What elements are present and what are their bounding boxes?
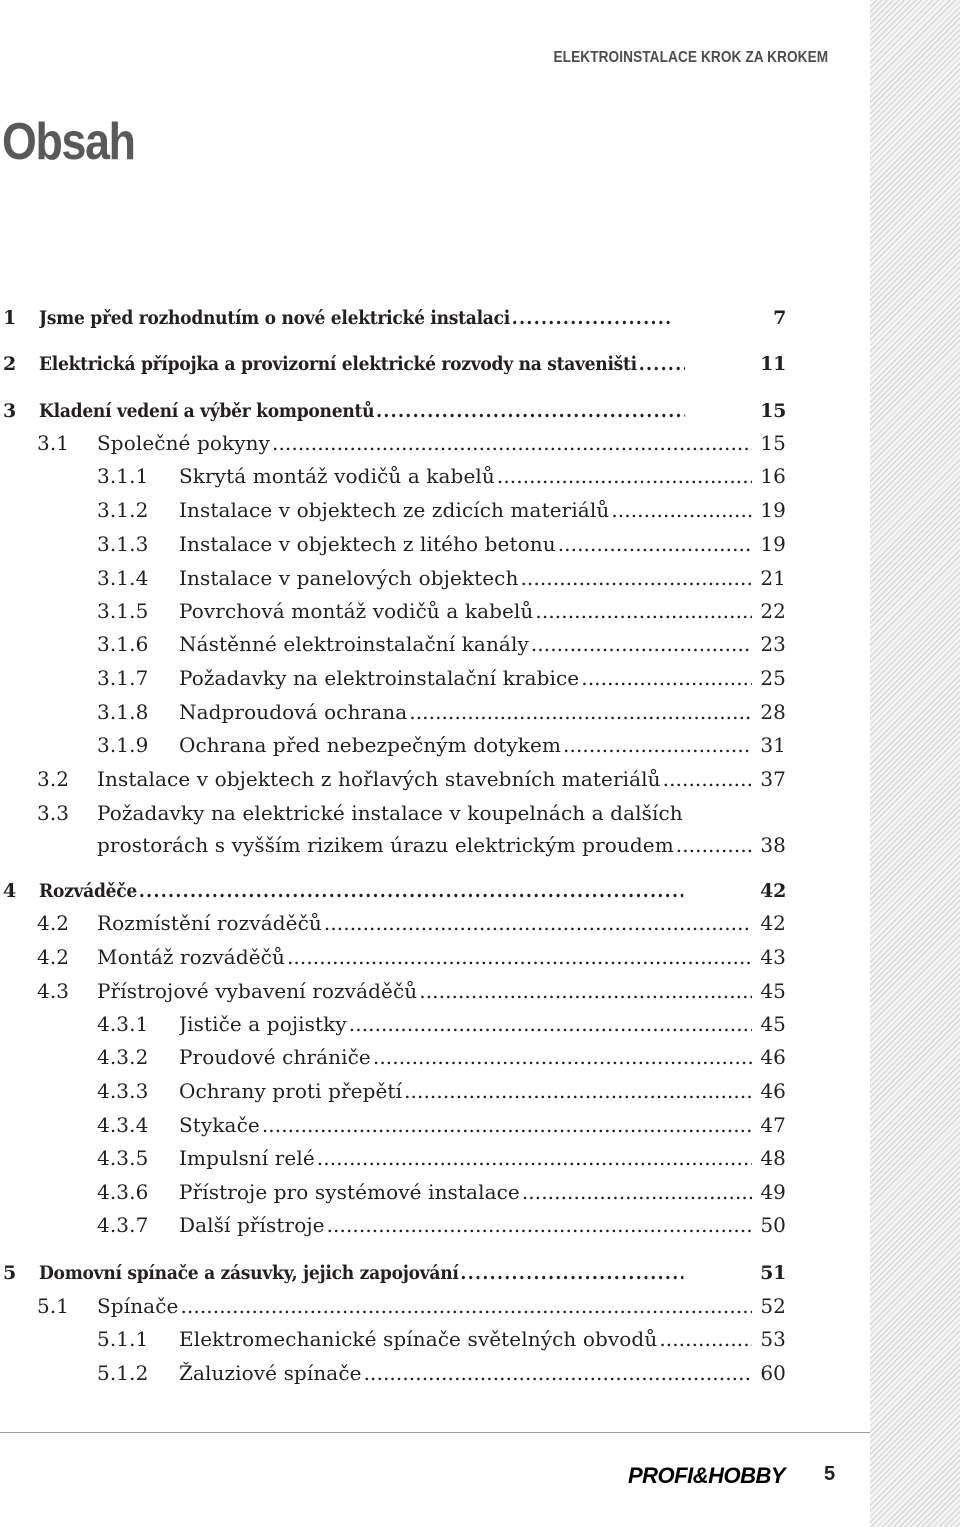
leader-dots (272, 428, 752, 458)
toc-entry-number: 3 (3, 400, 16, 422)
toc-entry-page: 21 (760, 566, 786, 590)
toc-entry-page: 22 (760, 599, 786, 623)
toc-entry-number: 3.2 (37, 767, 70, 791)
toc-entry-number: 4.3.7 (97, 1213, 149, 1237)
leader-dots (364, 1358, 752, 1388)
brand-logo (628, 1463, 785, 1489)
toc-entry-page: 50 (760, 1213, 786, 1237)
toc-entry-title-line2: prostorách s vyšším rizikem úrazu elektrickým proudem (97, 833, 674, 857)
leader-dots (563, 730, 752, 760)
toc-entry-title: Požadavky na elektroinstalační krabice (179, 666, 580, 690)
leader-dots (460, 1258, 683, 1288)
toc-entry-number: 4.2 (37, 911, 70, 935)
leader-dots (639, 349, 686, 379)
leader-dots (317, 1143, 752, 1173)
toc-entry-title: Instalace v objektech z hořlavých stavebních materiálů (97, 767, 661, 791)
toc-entry-page: 46 (760, 1045, 786, 1069)
leader-dots (663, 764, 752, 794)
toc-entry-page: 19 (760, 532, 786, 556)
toc-entry-number: 4.3 (37, 979, 70, 1003)
toc-entry-title: Další přístroje (179, 1213, 325, 1237)
toc-entry-subsection[interactable] (0, 629, 786, 659)
toc-entry-number: 3.1.8 (97, 700, 149, 724)
leader-dots (535, 596, 752, 626)
toc-entry-number: 2 (3, 353, 16, 375)
brand-logo-part2: HOBBY (708, 1463, 786, 1488)
toc-entry-page: 15 (760, 400, 786, 422)
toc-entry-number: 3.1.1 (97, 464, 149, 488)
toc-entry-page: 46 (760, 1079, 786, 1103)
toc-entry-page: 43 (760, 945, 786, 969)
toc-entry-title: Ochrany proti přepětí (179, 1079, 403, 1103)
toc-entry-chapter-1[interactable] (0, 303, 786, 333)
toc-entry-title: Stykače (179, 1113, 260, 1137)
toc-entry-title: Rozváděče (39, 880, 138, 902)
toc-entry-page: 49 (760, 1180, 786, 1204)
toc-entry-page: 16 (760, 464, 786, 488)
leader-dots (262, 1110, 752, 1140)
toc-entry-number: 5.1 (37, 1294, 70, 1318)
toc-entry-number: 5.1.2 (97, 1361, 149, 1385)
leader-dots (497, 461, 752, 491)
toc-entry-section[interactable] (0, 764, 786, 794)
leader-dots (522, 1177, 752, 1207)
toc-entry-number: 3.1.4 (97, 566, 149, 590)
toc-entry-page: 15 (760, 431, 786, 455)
toc-entry-page: 60 (760, 1361, 786, 1385)
toc-entry-number: 3.1.9 (97, 733, 149, 757)
toc-entry-subsection[interactable] (0, 1110, 786, 1140)
toc-entry-page: 53 (760, 1327, 786, 1351)
leader-dots (139, 876, 684, 906)
toc-entry-title: Rozmístění rozváděčů (97, 911, 322, 935)
toc-entry-number: 3.1.6 (97, 632, 149, 656)
toc-entry-subsection[interactable] (0, 1042, 786, 1072)
toc-entry-page: 31 (760, 733, 786, 757)
brand-logo-part1: PROFI (628, 1463, 693, 1488)
toc-entry-number: 4.3.5 (97, 1146, 149, 1170)
toc-entry-section[interactable] (0, 908, 786, 938)
toc-entry-subsection[interactable] (0, 663, 786, 693)
toc-entry-section[interactable] (0, 942, 786, 972)
leader-dots (404, 1076, 752, 1106)
toc-entry-title: Přístroje pro systémové instalace (179, 1180, 520, 1204)
toc-entry-number: 4.3.4 (97, 1113, 149, 1137)
leader-dots (376, 396, 685, 426)
toc-entry-number: 4.3.3 (97, 1079, 149, 1103)
toc-entry-number: 1 (3, 307, 16, 329)
toc-entry-title: Ochrana před nebezpečným dotykem (179, 733, 562, 757)
toc-entry-number: 4.3.1 (97, 1012, 149, 1036)
toc-entry-page: 38 (760, 833, 786, 857)
toc-entry-page: 25 (760, 666, 786, 690)
toc-entry-title: Společné pokyny (97, 431, 270, 455)
toc-entry-title: Přístrojové vybavení rozváděčů (97, 979, 418, 1003)
leader-dots (287, 942, 752, 972)
toc-entry-page: 42 (760, 880, 786, 902)
toc-entry-page: 48 (760, 1146, 786, 1170)
toc-entry-page: 7 (773, 307, 786, 329)
toc-entry-title: Elektromechanické spínače světelných obvodů (179, 1327, 658, 1351)
leader-dots (324, 908, 752, 938)
leader-dots (409, 697, 752, 727)
toc-entry-section[interactable] (0, 428, 786, 458)
toc-entry-title: Žaluziové spínače (179, 1361, 362, 1385)
leader-dots (659, 1324, 752, 1354)
toc-entry-title: Instalace v panelových objektech (179, 566, 519, 590)
toc-entry-number: 3.3 (37, 801, 70, 825)
toc-entry-section[interactable] (0, 1291, 786, 1321)
page-number: 5 (824, 1463, 836, 1485)
running-header: ELEKTROINSTALACE KROK ZA KROKEM (553, 49, 828, 66)
toc-entry-title: Spínače (97, 1294, 179, 1318)
toc-entry-title: Domovní spínače a zásuvky, jejich zapojování (39, 1262, 459, 1284)
toc-entry-title: Proudové chrániče (179, 1045, 371, 1069)
toc-entry-subsection[interactable] (0, 1210, 786, 1240)
toc-entry-chapter-5[interactable] (0, 1258, 786, 1288)
toc-entry-title: Povrchová montáž vodičů a kabelů (179, 599, 534, 623)
toc-entry-title: Instalace v objektech ze zdicích materiálů (179, 498, 610, 522)
toc-entry-title: Jsme před rozhodnutím o nové elektrické instalaci (39, 307, 510, 329)
leader-dots (327, 1210, 752, 1240)
toc-entry-title: Elektrická přípojka a provizorní elektrické rozvody na staveništi (39, 353, 637, 375)
toc-entry-subsection[interactable] (0, 1143, 786, 1173)
toc-entry-title: Nadproudová ochrana (179, 700, 408, 724)
toc-entry-subsection[interactable] (0, 1324, 786, 1354)
page-title: Obsah (2, 113, 135, 171)
leader-dots (520, 563, 752, 593)
toc-entry-page: 28 (760, 700, 786, 724)
toc-entry-section[interactable] (0, 797, 786, 861)
toc-entry-subsection[interactable] (0, 1009, 786, 1039)
toc-entry-page: 45 (760, 979, 786, 1003)
leader-dots (558, 529, 752, 559)
toc-entry-subsection[interactable] (0, 495, 786, 525)
toc-entry-page: 51 (760, 1262, 786, 1284)
leader-dots (180, 1291, 752, 1321)
toc-entry-number: 5.1.1 (97, 1327, 149, 1351)
toc-entry-subsection[interactable] (0, 529, 786, 559)
toc-entry-subsection[interactable] (0, 461, 786, 491)
leader-dots (419, 976, 752, 1006)
toc-entry-number: 4.2 (37, 945, 70, 969)
footer-divider (0, 1432, 870, 1433)
toc-entry-page: 42 (760, 911, 786, 935)
toc-entry-title: Skrytá montáž vodičů a kabelů (179, 464, 495, 488)
toc-entry-page: 37 (760, 767, 786, 791)
leader-dots (581, 663, 752, 693)
toc-entry-title: Jističe a pojistky (179, 1012, 347, 1036)
brand-logo-ampersand: & (692, 1463, 709, 1488)
toc-entry-chapter-4[interactable] (0, 876, 786, 906)
toc-entry-page: 47 (760, 1113, 786, 1137)
toc-entry-subsection[interactable] (0, 1358, 786, 1388)
toc-entry-title: Impulsní relé (179, 1146, 315, 1170)
toc-entry-number: 3.1 (37, 431, 70, 455)
toc-entry-number: 4 (3, 880, 16, 902)
toc-entry-subsection[interactable] (0, 563, 786, 593)
leader-dots (349, 1009, 752, 1039)
toc-entry-page: 23 (760, 632, 786, 656)
leader-dots (373, 1042, 752, 1072)
toc-entry-subsection[interactable] (0, 1076, 786, 1106)
toc-entry-number: 3.1.2 (97, 498, 149, 522)
toc-entry-subsection[interactable] (0, 596, 786, 626)
toc-entry-subsection[interactable] (0, 697, 786, 727)
toc-entry-page: 11 (760, 353, 786, 375)
toc-entry-section[interactable] (0, 976, 786, 1006)
toc-entry-title-line1: Požadavky na elektrické instalace v koupelnách a dalších (97, 801, 683, 825)
toc-entry-page: 19 (760, 498, 786, 522)
decorative-side-strip (870, 0, 960, 1527)
toc-entry-page: 45 (760, 1012, 786, 1036)
toc-entry-number: 3.1.5 (97, 599, 149, 623)
toc-entry-title: Instalace v objektech z litého betonu (179, 532, 556, 556)
toc-entry-number: 4.3.6 (97, 1180, 149, 1204)
toc-entry-title: Kladení vedení a výběr komponentů (39, 400, 375, 422)
toc-entry-number: 5 (3, 1262, 16, 1284)
leader-dots (531, 629, 752, 659)
toc-entry-chapter-3[interactable] (0, 396, 786, 426)
toc-entry-title: Montáž rozváděčů (97, 945, 285, 969)
toc-entry-subsection[interactable] (0, 730, 786, 760)
toc-entry-number: 3.1.7 (97, 666, 149, 690)
toc-entry-number: 3.1.3 (97, 532, 149, 556)
toc-entry-chapter-2[interactable] (0, 349, 786, 379)
leader-dots (611, 495, 752, 525)
leader-dots (512, 303, 672, 333)
toc-entry-subsection[interactable] (0, 1177, 786, 1207)
leader-dots (676, 829, 752, 861)
toc-entry-page: 52 (760, 1294, 786, 1318)
toc-entry-number: 4.3.2 (97, 1045, 149, 1069)
toc-entry-title: Nástěnné elektroinstalační kanály (179, 632, 529, 656)
